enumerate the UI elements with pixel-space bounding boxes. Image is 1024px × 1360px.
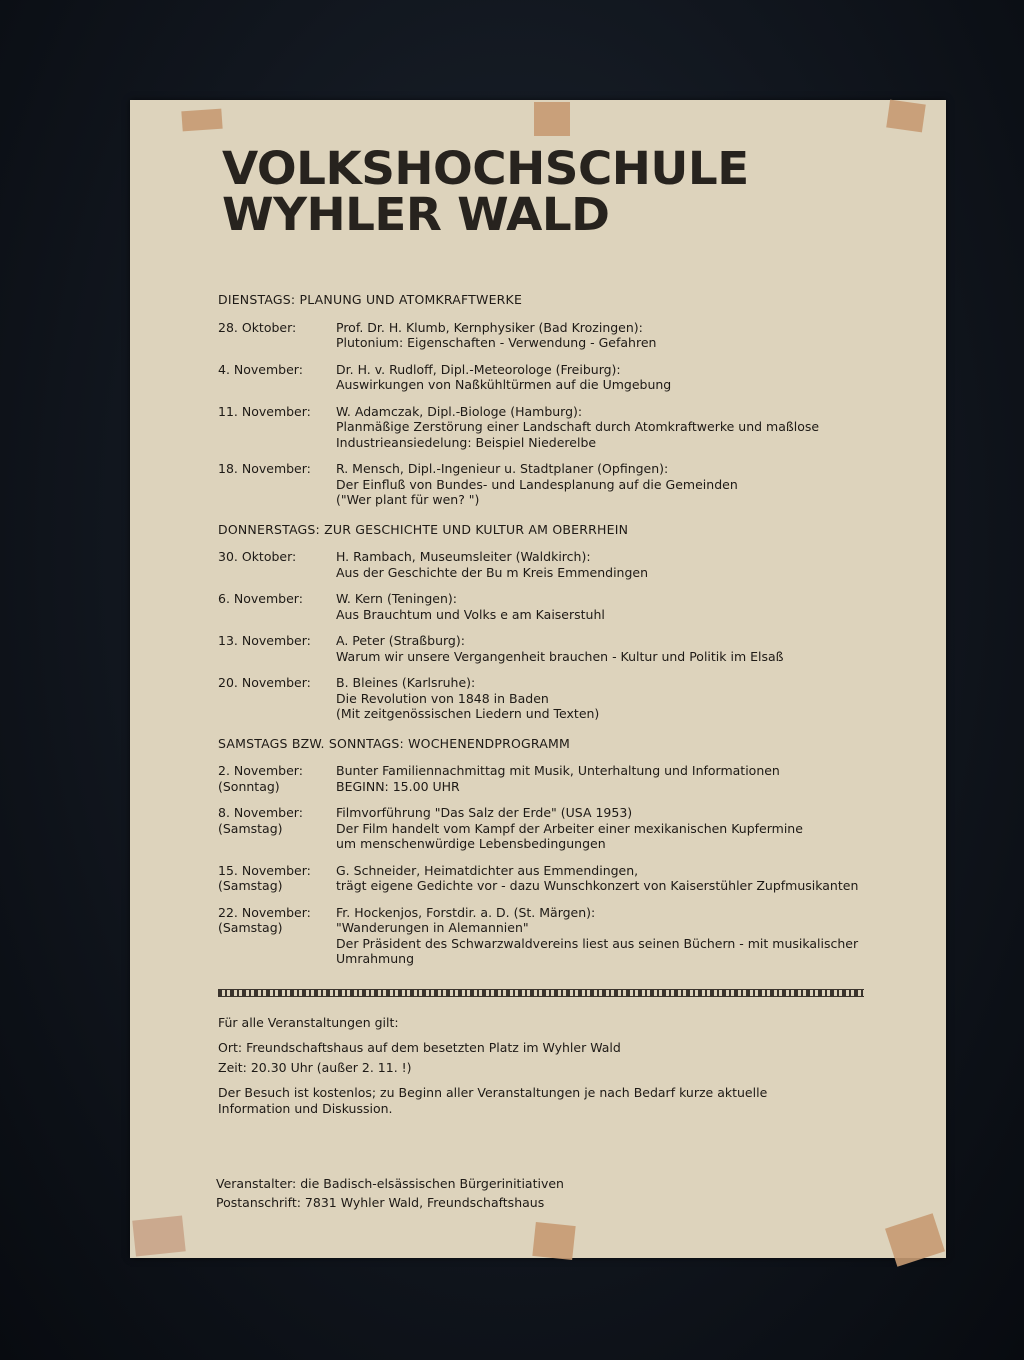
entry-line: Der Einfluß von Bundes- und Landesplanung auf die Gemeinden [336, 476, 738, 492]
entry-date: 20. November: [218, 675, 311, 690]
entry-description [336, 905, 918, 967]
entry-line: ("Wer plant für wen? ") [336, 492, 480, 507]
entry-date-block [218, 549, 336, 580]
entry-date: 2. November: [218, 763, 303, 778]
entry-line: B. Bleines (Karlsruhe): [336, 675, 476, 690]
entry-line: Industrieansiedelung: Beispiel Niederelbe [336, 434, 597, 450]
entry-date: 13. November: [218, 633, 311, 648]
divider [218, 989, 864, 997]
entry-line: (Mit zeitgenössischen Liedern und Texten) [336, 706, 600, 721]
general-info [218, 1015, 918, 1117]
entry-line: W. Adamczak, Dipl.-Biologe (Hamburg): [336, 403, 583, 419]
info-besuch-line: Information und Diskussion. [218, 1100, 393, 1116]
tape [534, 102, 570, 136]
entry-date-block [218, 805, 336, 852]
entry-date: 11. November: [218, 403, 311, 419]
program-section [218, 522, 918, 722]
program-entry [218, 633, 918, 664]
tape [886, 100, 926, 133]
entry-weekday: (Samstag) [218, 878, 283, 893]
info-besuch-line: Der Besuch ist kostenlos; zu Beginn aller Veranstaltungen je nach Bedarf kurze aktuelle [218, 1085, 768, 1100]
entry-line: Bunter Familiennachmittag mit Musik, Unterhaltung und Informationen [336, 763, 780, 778]
entry-date-block [218, 362, 336, 393]
info-intro: Für alle Veranstaltungen gilt: [218, 1014, 399, 1030]
entry-date: 22. November: [218, 904, 311, 920]
entry-line: G. Schneider, Heimatdichter aus Emmendingen, [336, 862, 639, 878]
entry-description [336, 362, 918, 393]
entry-weekday: (Samstag) [218, 920, 283, 935]
program-section [218, 736, 918, 967]
info-besuch [218, 1085, 918, 1116]
entry-line: um menschenwürdige Lebensbedingungen [336, 836, 606, 851]
entry-line: Aus Brauchtum und Volks e am Kaiserstuhl [336, 606, 605, 622]
footer-postanschrift: Postanschrift: 7831 Wyhler Wald, Freundschaftshaus [216, 1195, 545, 1210]
entry-date-block [218, 763, 336, 794]
program-entry [218, 863, 918, 894]
entry-line: Plutonium: Eigenschaften - Verwendung - Gefahren [336, 335, 657, 350]
entry-description [336, 461, 918, 508]
entry-line: Planmäßige Zerstörung einer Landschaft durch Atomkraftwerke und maßlose [336, 419, 820, 434]
entry-date-block [218, 320, 336, 351]
entry-line: Prof. Dr. H. Klumb, Kernphysiker (Bad Krozingen): [336, 319, 643, 335]
entry-date: 18. November: [218, 461, 311, 476]
entry-weekday: (Samstag) [218, 820, 283, 836]
program-entry [218, 805, 918, 852]
tape [532, 1222, 575, 1260]
title-line-1: VOLKSHOCHSCHULE [222, 142, 749, 195]
poster [130, 100, 946, 1258]
entry-weekday: (Sonntag) [218, 778, 280, 794]
poster-footer [216, 1174, 564, 1212]
entry-line: Fr. Hockenjos, Forstdir. a. D. (St. Märgen): [336, 904, 596, 920]
entry-date: 30. Oktober: [218, 549, 297, 564]
info-zeit: Zeit: 20.30 Uhr (außer 2. 11. !) [218, 1059, 412, 1075]
section-heading: DONNERSTAGS: ZUR GESCHICHTE UND KULTUR AM OBERRHEIN [218, 521, 629, 537]
entry-line: Aus der Geschichte der Bu m Kreis Emmendingen [336, 564, 649, 580]
entry-description [336, 320, 918, 351]
program-content [218, 292, 918, 1126]
entry-line: "Wanderungen in Alemannien" [336, 920, 529, 935]
entry-line: Filmvorführung "Das Salz der Erde" (USA 1953) [336, 805, 633, 820]
entry-date: 4. November: [218, 361, 303, 377]
entry-date: 15. November: [218, 862, 311, 878]
program-entry [218, 591, 918, 622]
entry-line: Der Film handelt vom Kampf der Arbeiter einer mexikanischen Kupfermine [336, 820, 803, 836]
section-heading: SAMSTAGS BZW. SONNTAGS: WOCHENENDPROGRAMM [218, 735, 571, 751]
entry-line: W. Kern (Teningen): [336, 591, 457, 606]
program-entry [218, 763, 918, 794]
program-entry [218, 404, 918, 451]
entry-date-block [218, 863, 336, 894]
info-ort: Ort: Freundschaftshaus auf dem besetzten Platz im Wyhler Wald [218, 1040, 621, 1055]
entry-line: Die Revolution von 1848 in Baden [336, 690, 549, 706]
entry-line: Der Präsident des Schwarzwaldvereins liest aus seinen Büchern - mit musikalischer [336, 935, 859, 951]
entry-date: 8. November: [218, 805, 303, 820]
entry-date: 28. Oktober: [218, 319, 297, 335]
entry-description [336, 863, 918, 894]
tape [181, 109, 222, 132]
program-entry [218, 549, 918, 580]
tape [132, 1215, 185, 1256]
entry-description [336, 591, 918, 622]
program-entry [218, 362, 918, 393]
entry-line: Dr. H. v. Rudloff, Dipl.-Meteorologe (Freiburg): [336, 361, 621, 377]
entry-description [336, 675, 918, 722]
entry-line: Umrahmung [336, 951, 415, 966]
program-entry [218, 461, 918, 508]
footer-veranstalter: Veranstalter: die Badisch-elsässischen Bürgerinitiativen [216, 1176, 564, 1191]
entry-line: Warum wir unsere Vergangenheit brauchen - Kultur und Politik im Elsaß [336, 648, 784, 664]
entry-line: A. Peter (Straßburg): [336, 633, 465, 648]
entry-date-block [218, 404, 336, 451]
entry-line: R. Mensch, Dipl.-Ingenieur u. Stadtplaner (Opfingen): [336, 461, 669, 476]
entry-description [336, 633, 918, 664]
entry-line: trägt eigene Gedichte vor - dazu Wunschkonzert von Kaiserstühler Zupfmusikanten [336, 878, 859, 893]
entry-date: 6. November: [218, 591, 303, 606]
entry-description [336, 404, 918, 451]
entry-line: H. Rambach, Museumsleiter (Waldkirch): [336, 549, 591, 564]
entry-date-block [218, 461, 336, 508]
entry-description [336, 549, 918, 580]
entry-description [336, 763, 918, 794]
entry-date-block [218, 591, 336, 622]
program-entry [218, 675, 918, 722]
program-entry [218, 905, 918, 967]
entry-line: BEGINN: 15.00 UHR [336, 778, 460, 794]
program-sections [218, 292, 918, 967]
entry-date-block [218, 905, 336, 967]
program-entry [218, 320, 918, 351]
entry-date-block [218, 633, 336, 664]
poster-title [222, 142, 749, 241]
title-line-2: WYHLER WALD [222, 188, 610, 241]
entry-date-block [218, 675, 336, 722]
entry-line: Auswirkungen von Naßkühltürmen auf die Umgebung [336, 377, 672, 392]
program-section [218, 292, 918, 508]
section-heading: DIENSTAGS: PLANUNG UND ATOMKRAFTWERKE [218, 292, 523, 307]
entry-description [336, 805, 918, 852]
